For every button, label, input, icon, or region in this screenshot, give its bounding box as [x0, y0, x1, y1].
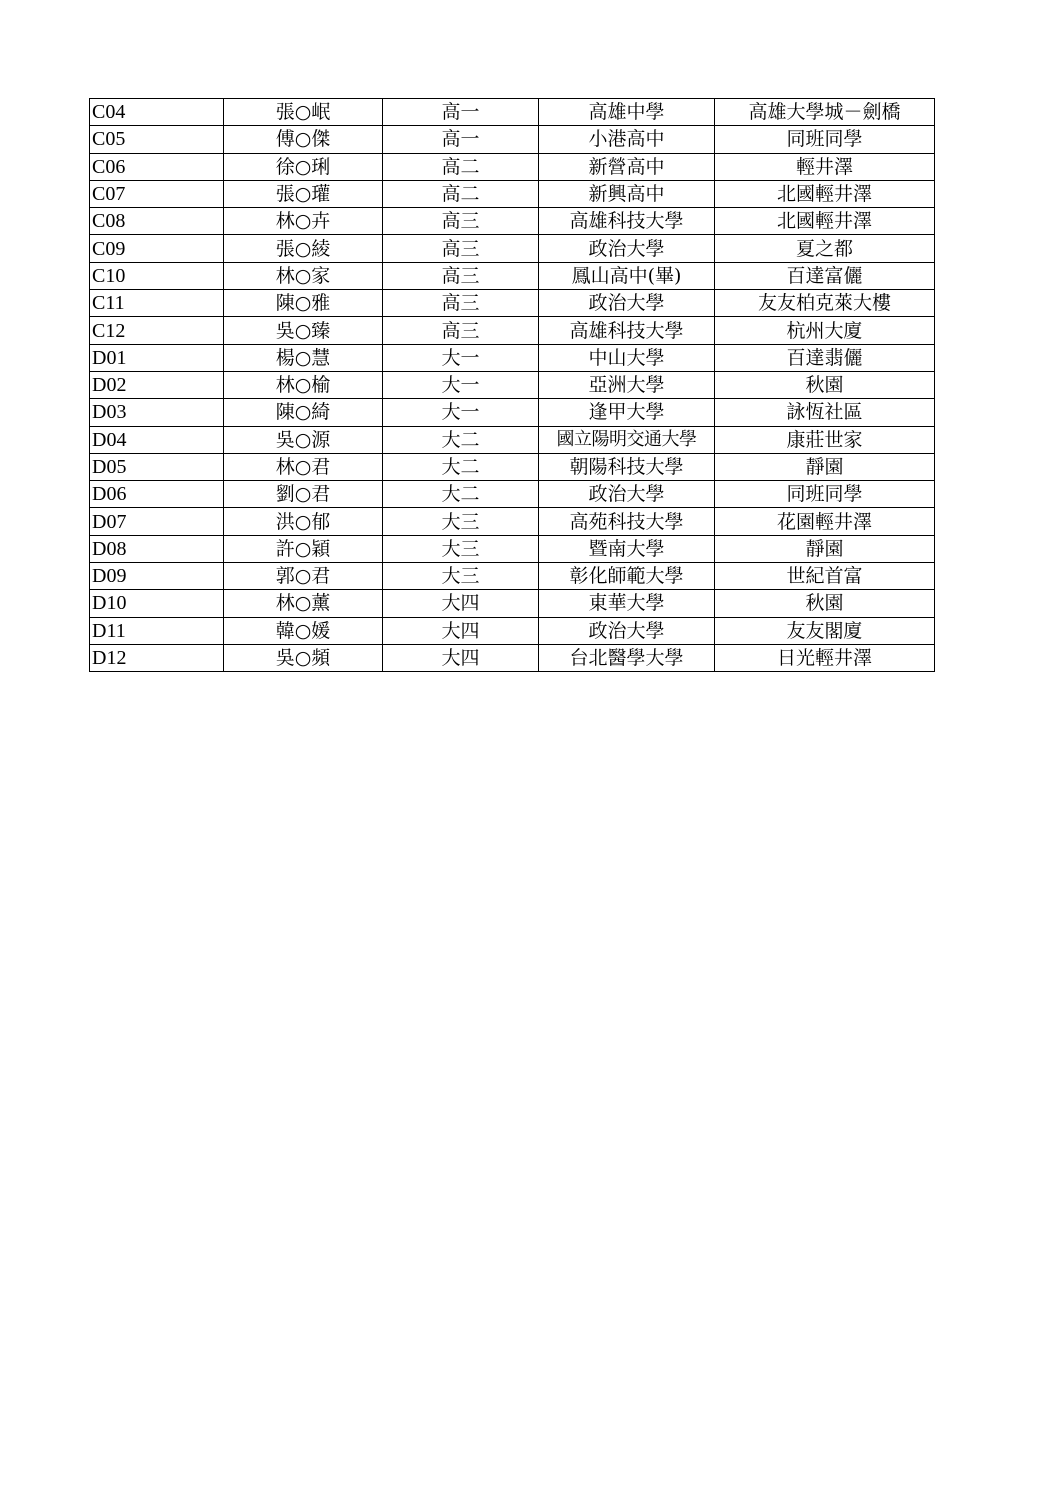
id-cell: D02: [90, 371, 224, 398]
school-cell: 新興高中: [539, 180, 715, 207]
id-cell: D07: [90, 508, 224, 535]
community-cell: 百達翡儷: [715, 344, 935, 371]
table-row: [90, 371, 935, 398]
id-cell: C12: [90, 317, 224, 344]
name-cell: 林○薰: [224, 590, 383, 617]
school-cell: 政治大學: [539, 235, 715, 262]
id-cell: D03: [90, 399, 224, 426]
name-cell: 張○瓘: [224, 180, 383, 207]
grade-cell: 高三: [383, 262, 539, 289]
school-cell: 高雄中學: [539, 99, 715, 126]
table-row: [90, 180, 935, 207]
school-cell: 國立陽明交通大學: [539, 426, 715, 453]
table-row: [90, 126, 935, 153]
table-row: [90, 262, 935, 289]
community-cell: 同班同學: [715, 126, 935, 153]
grade-cell: 大三: [383, 508, 539, 535]
name-cell: 韓○媛: [224, 617, 383, 644]
grade-cell: 高一: [383, 99, 539, 126]
school-cell: 中山大學: [539, 344, 715, 371]
grade-cell: 大一: [383, 371, 539, 398]
community-cell: 靜園: [715, 535, 935, 562]
grade-cell: 大四: [383, 617, 539, 644]
id-cell: D05: [90, 453, 224, 480]
id-cell: C07: [90, 180, 224, 207]
id-cell: D11: [90, 617, 224, 644]
community-cell: 友友閣廈: [715, 617, 935, 644]
table-row: [90, 344, 935, 371]
school-cell: 台北醫學大學: [539, 644, 715, 671]
community-cell: 高雄大學城－劍橋: [715, 99, 935, 126]
school-cell: 小港高中: [539, 126, 715, 153]
name-cell: 林○君: [224, 453, 383, 480]
school-cell: 高苑科技大學: [539, 508, 715, 535]
name-cell: 林○家: [224, 262, 383, 289]
community-cell: 北國輕井澤: [715, 180, 935, 207]
name-cell: 陳○綺: [224, 399, 383, 426]
grade-cell: 大一: [383, 344, 539, 371]
name-cell: 楊○慧: [224, 344, 383, 371]
community-cell: 秋園: [715, 590, 935, 617]
roster-table: [89, 98, 935, 672]
name-cell: 林○榆: [224, 371, 383, 398]
id-cell: D08: [90, 535, 224, 562]
community-cell: 詠恆社區: [715, 399, 935, 426]
roster-table-body: [90, 99, 935, 672]
community-cell: 輕井澤: [715, 153, 935, 180]
table-row: [90, 453, 935, 480]
name-cell: 林○卉: [224, 208, 383, 235]
community-cell: 靜園: [715, 453, 935, 480]
name-cell: 張○綾: [224, 235, 383, 262]
grade-cell: 大三: [383, 535, 539, 562]
school-cell: 亞洲大學: [539, 371, 715, 398]
id-cell: D09: [90, 563, 224, 590]
name-cell: 陳○雅: [224, 290, 383, 317]
grade-cell: 大二: [383, 426, 539, 453]
table-row: [90, 426, 935, 453]
table-row: [90, 563, 935, 590]
id-cell: D04: [90, 426, 224, 453]
grade-cell: 高二: [383, 180, 539, 207]
community-cell: 友友柏克萊大樓: [715, 290, 935, 317]
community-cell: 日光輕井澤: [715, 644, 935, 671]
grade-cell: 高三: [383, 317, 539, 344]
community-cell: 世紀首富: [715, 563, 935, 590]
community-cell: 秋園: [715, 371, 935, 398]
table-row: [90, 153, 935, 180]
id-cell: C04: [90, 99, 224, 126]
grade-cell: 高三: [383, 208, 539, 235]
grade-cell: 大二: [383, 453, 539, 480]
id-cell: C08: [90, 208, 224, 235]
community-cell: 康莊世家: [715, 426, 935, 453]
name-cell: 張○岷: [224, 99, 383, 126]
name-cell: 郭○君: [224, 563, 383, 590]
school-cell: 暨南大學: [539, 535, 715, 562]
community-cell: 夏之都: [715, 235, 935, 262]
table-row: [90, 590, 935, 617]
id-cell: C09: [90, 235, 224, 262]
grade-cell: 大四: [383, 644, 539, 671]
id-cell: D06: [90, 481, 224, 508]
grade-cell: 高三: [383, 290, 539, 317]
school-cell: 高雄科技大學: [539, 208, 715, 235]
school-cell: 東華大學: [539, 590, 715, 617]
table-row: [90, 481, 935, 508]
table-row: [90, 290, 935, 317]
school-cell: 政治大學: [539, 617, 715, 644]
id-cell: C06: [90, 153, 224, 180]
community-cell: 花園輕井澤: [715, 508, 935, 535]
community-cell: 同班同學: [715, 481, 935, 508]
id-cell: C11: [90, 290, 224, 317]
grade-cell: 大三: [383, 563, 539, 590]
community-cell: 百達富儷: [715, 262, 935, 289]
table-row: [90, 317, 935, 344]
id-cell: C05: [90, 126, 224, 153]
school-cell: 政治大學: [539, 481, 715, 508]
id-cell: D10: [90, 590, 224, 617]
school-cell: 彰化師範大學: [539, 563, 715, 590]
school-cell: 高雄科技大學: [539, 317, 715, 344]
id-cell: D12: [90, 644, 224, 671]
name-cell: 吳○臻: [224, 317, 383, 344]
name-cell: 傅○傑: [224, 126, 383, 153]
grade-cell: 大四: [383, 590, 539, 617]
name-cell: 徐○琍: [224, 153, 383, 180]
community-cell: 杭州大廈: [715, 317, 935, 344]
table-row: [90, 535, 935, 562]
id-cell: C10: [90, 262, 224, 289]
school-cell: 新營高中: [539, 153, 715, 180]
community-cell: 北國輕井澤: [715, 208, 935, 235]
grade-cell: 大二: [383, 481, 539, 508]
table-row: [90, 399, 935, 426]
grade-cell: 高一: [383, 126, 539, 153]
name-cell: 洪○郁: [224, 508, 383, 535]
name-cell: 劉○君: [224, 481, 383, 508]
school-cell: 鳳山高中(畢): [539, 262, 715, 289]
name-cell: 吳○源: [224, 426, 383, 453]
name-cell: 吳○頻: [224, 644, 383, 671]
school-cell: 政治大學: [539, 290, 715, 317]
table-row: [90, 644, 935, 671]
name-cell: 許○穎: [224, 535, 383, 562]
grade-cell: 高二: [383, 153, 539, 180]
grade-cell: 高三: [383, 235, 539, 262]
table-row: [90, 235, 935, 262]
id-cell: D01: [90, 344, 224, 371]
table-row: [90, 208, 935, 235]
school-cell: 逢甲大學: [539, 399, 715, 426]
table-row: [90, 508, 935, 535]
table-row: [90, 617, 935, 644]
grade-cell: 大一: [383, 399, 539, 426]
school-cell: 朝陽科技大學: [539, 453, 715, 480]
table-row: [90, 99, 935, 126]
